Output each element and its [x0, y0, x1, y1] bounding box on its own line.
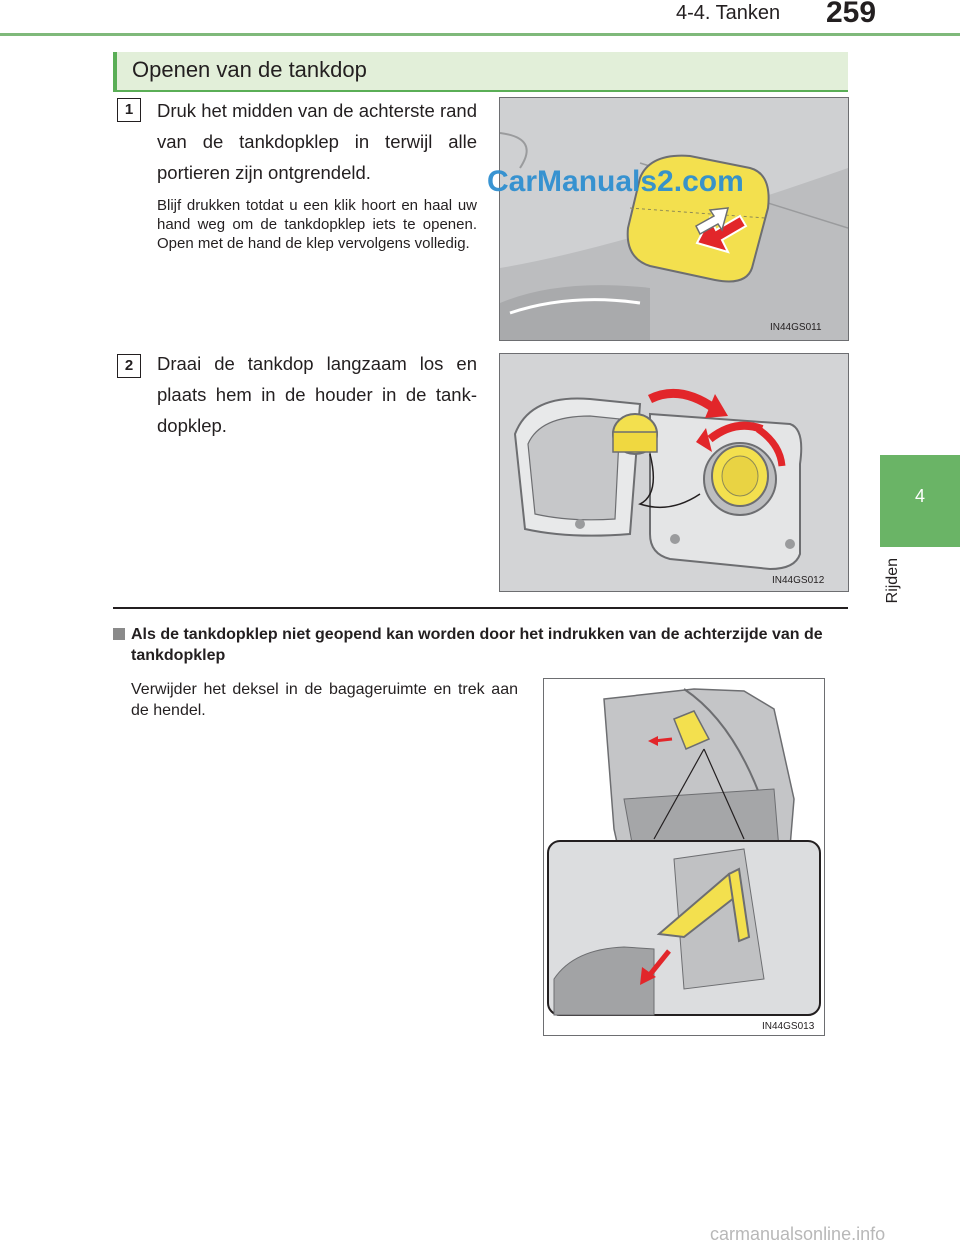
chapter-number: 4: [914, 486, 925, 506]
footer-watermark: carmanualsonline.info: [710, 1224, 886, 1244]
watermark-text: CarManuals2.com: [487, 165, 744, 198]
chapter-label: Rijden: [884, 558, 901, 604]
section-title: Openen van de tankdop: [132, 57, 367, 82]
step-1-note: Blijf drukken totdat u een klik hoort en haal uw hand weg om de tankdopklep iets te openen. Open met de hand de klep vervolgens volledig.: [157, 197, 477, 252]
page-number: 259: [826, 0, 877, 29]
header-section-title: 4-4. Tanken: [676, 2, 781, 24]
figure-2-code: IN44GS012: [772, 575, 825, 586]
figure-remove-cap: [499, 353, 849, 592]
step-1-text: Druk het midden van de achterste rand van de tankdopklep in terwijl alle portieren zijn ontgrendeld.: [157, 100, 477, 183]
section-heading-rule: [113, 90, 848, 92]
note-text: Verwijder het deksel in de bagageruimte en trek aan de hendel.: [131, 681, 518, 719]
step-1-number: 1: [117, 98, 141, 122]
figure-trunk-lever: [543, 678, 825, 1036]
fuel-cap-illustration: [500, 354, 848, 591]
figure-1-code: IN44GS011: [770, 322, 822, 333]
fuel-door-illustration: [500, 98, 848, 340]
figure-fuel-door-press: [499, 97, 849, 341]
bullet-square-icon: [113, 628, 125, 640]
figure-3-code: IN44GS013: [762, 1021, 815, 1032]
trunk-lever-illustration: [544, 679, 824, 1035]
step-2-text: Draai de tankdop langzaam los en plaats hem in de houder in de tank-dopklep.: [157, 353, 477, 436]
header-rule: [0, 33, 960, 36]
section-separator: [113, 607, 848, 609]
note-heading: Als de tankdopklep niet geopend kan worden door het indrukken van de achterzijde van de tankdopklep: [131, 626, 823, 664]
step-2-number: 2: [117, 354, 141, 378]
